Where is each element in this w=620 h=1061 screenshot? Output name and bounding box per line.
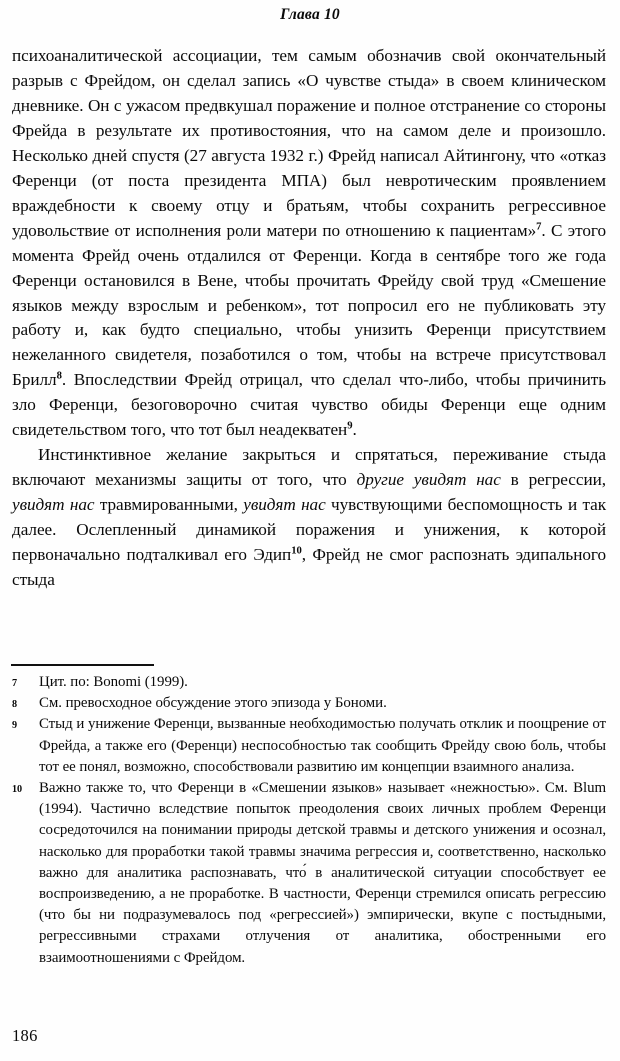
- body-text-run: психоаналитической ассоциации, тем самым обозначив свой окончательный разрыв с Фрейдом, он сделал запись «О чувстве стыда» в своем клиническом дневнике. Он с ужасом предвкушал поражение и полное отстранение со стороны Фрейда в результате их противостояния, что на самом деле и произошло. Несколько дней спустя (27 августа 1932 г.) Фрейд написал Айтингону, что «отказ Ференци (от поста президента МПА) был невротическим проявлением враждебности к своему отцу и братьям, чтобы сохранить регрессивное удовольствие от исполнения роли матери по отношению к пациентам»: [12, 46, 606, 240]
- footnote-separator-rule: [11, 664, 154, 666]
- footnotes-block: [12, 672, 606, 969]
- footnote-reference[interactable]: 7: [536, 220, 542, 232]
- body-text-run: . Впоследствии Фрейд отрицал, что сделал что-либо, чтобы причинить зло Ференци, безоговорочно считая чувство обиды Ференци еще одним свидетельством того, что тот был неадекватен: [12, 370, 606, 440]
- body-text-run: в регрессии,: [500, 470, 607, 490]
- emphasis-text: другие увидят нас: [356, 470, 501, 490]
- body-text-run: травмированными,: [94, 495, 244, 515]
- footnote-item: [12, 778, 606, 969]
- footnote-number: 7: [12, 677, 18, 689]
- footnote-reference[interactable]: 9: [347, 420, 353, 432]
- body-text-block: [12, 44, 606, 593]
- footnote-item: [12, 714, 606, 778]
- body-text-run: , Фрейд не смог распознать эдипального стыда: [12, 545, 606, 590]
- body-text-run: Инстинктивное желание закрыться и спрятаться, переживание стыда включают механизмы защиты от того, что: [12, 445, 606, 490]
- body-text-run: .: [352, 420, 357, 440]
- footnote-text: Стыд и унижение Ференци, вызванные необходимостью получать отклик и поощрение от Фрейда, а также его (Ференци) неспособностью так сообщить Фрейду свою боль, чтобы тот ее понял, возможно, способствовали развитию им концепции взаимного анализа.: [39, 716, 606, 775]
- footnote-text: Важно также то, что Ференци в «Смешении языков» называет «нежностью». См. Blum (1994). Частично вследствие попыток преодоления своих личных проблем Ференци сосредоточился на понимании природы детской травмы и детского унижения и осознал, насколько для проработки такой травмы значима регрессия и, соответственно, насколько важно для аналитика распознавать, что́ в аналитической ситуации способствует ее воспроизведению, а не проработке. В частности, Ференци стремился описать регрессию (что бы ни подразумевалось под «регрессией») эмпирически, вкупе с постыдными, регрессивными страхами отлучения от аналитика, обостренными его взаимоотношениями с Фрейдом.: [39, 780, 606, 966]
- running-head: Глава 10: [280, 6, 340, 23]
- footnote-reference[interactable]: 10: [291, 545, 302, 557]
- footnote-item: [12, 672, 606, 693]
- footnote-number: 8: [12, 698, 18, 710]
- body-text-run: чувствующими беспомощность и так далее. Ослепленный динамикой поражения и унижения, к которой первоначально подталкивал его Эдип: [12, 495, 607, 565]
- footnote-text: Цит. по: Bonomi (1999).: [39, 674, 188, 690]
- body-paragraph: [12, 443, 606, 593]
- body-text-run: . С этого момента Фрейд очень отдалился от Ференци. Когда в сентябре того же года Ференци остановился в Вене, чтобы прочитать Фрейду свой труд «Смешение языков между взрослым и ребенком», тот попросил его не публиковать эту работу и, как будто специально, чтобы унизить Ференци присутствием нежеланного свидетеля, позаботился о том, чтобы на встрече присутствовал Брилл: [12, 220, 606, 390]
- footnote-number: 10: [12, 783, 23, 795]
- emphasis-text: увидят нас: [243, 495, 326, 515]
- footnote-reference[interactable]: 8: [56, 370, 62, 382]
- emphasis-text: увидят нас: [12, 495, 95, 515]
- footnote-text: См. превосходное обсуждение этого эпизода у Бономи.: [39, 695, 387, 712]
- page-number: 186: [12, 1026, 38, 1045]
- body-paragraph: [12, 44, 606, 443]
- footnote-number: 9: [12, 719, 18, 731]
- footnote-item: [12, 693, 606, 714]
